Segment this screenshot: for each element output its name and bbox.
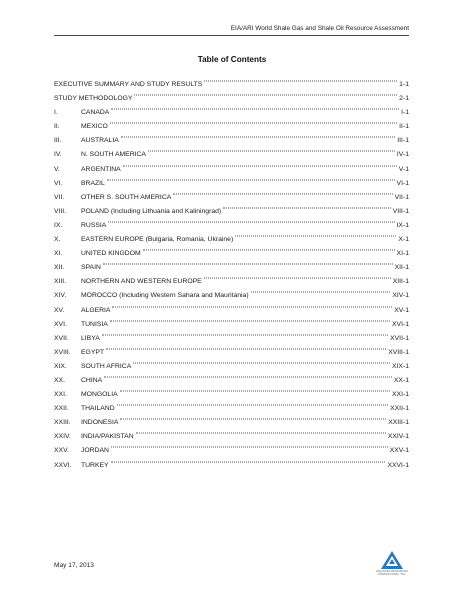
toc-entry-number: XVIII. — [54, 348, 71, 356]
toc-entry-number: XXIV. — [54, 433, 71, 441]
dot-leader — [133, 348, 390, 363]
running-header: EIA/ARI World Shale Gas and Shale Oil Resource Assessment — [230, 25, 409, 32]
toc-entry-label: BRAZIL — [81, 179, 105, 187]
dot-leader — [103, 250, 393, 265]
toc-entry-label: CHINA — [81, 376, 103, 384]
toc-entry-label: OTHER S. SOUTH AMERICA — [81, 193, 172, 201]
dot-leader — [173, 179, 392, 194]
toc-entry-label: TURKEY — [81, 461, 109, 469]
toc-entry-label: ALGERIA — [81, 306, 111, 314]
toc-entry-page: VIII-1 — [392, 207, 409, 215]
toc-entry-label: TUNISIA — [81, 320, 108, 328]
toc-entry-number: I. — [54, 109, 58, 117]
dot-leader — [136, 419, 386, 434]
toc-entry-label: AUSTRALIA — [81, 137, 119, 145]
toc-entry-page: XII-1 — [394, 264, 409, 272]
toc-entry-number: XXVI. — [54, 461, 72, 469]
toc-entry-page: VI-1 — [396, 179, 409, 187]
dot-leader — [143, 236, 395, 251]
toc-entry-page: V-1 — [398, 165, 409, 173]
toc-entry-number: XIX. — [54, 362, 67, 370]
toc-entry-number: VI. — [54, 179, 63, 187]
toc-entry-label: STUDY METHODOLOGY — [54, 95, 133, 103]
toc-entry-page: XI-1 — [396, 250, 409, 258]
toc-entry-page: III-1 — [397, 137, 409, 145]
toc-entry-number: X. — [54, 236, 61, 244]
toc-entry-label: INDONESIA — [81, 419, 119, 427]
toc-entry-label: SPAIN — [81, 264, 101, 272]
toc-entry-number: XI. — [54, 250, 63, 258]
toc-entry-page: XXV-1 — [389, 447, 409, 455]
table-of-contents — [54, 71, 409, 469]
toc-entry-page: XXIII-1 — [388, 419, 409, 427]
toc-entry-number: XXIII. — [54, 419, 71, 427]
dot-leader — [104, 362, 392, 377]
toc-entry-number: XXV. — [54, 447, 69, 455]
toc-entry-number: VII. — [54, 193, 65, 201]
toc-entry-page: IV-1 — [396, 151, 409, 159]
dot-leader — [204, 67, 397, 82]
dot-leader — [148, 137, 395, 152]
toc-entry-number: IV. — [54, 151, 62, 159]
toc-entry-page: XX-1 — [393, 376, 409, 384]
toc-entry-number: IX. — [54, 221, 63, 229]
toc-entry-label: EASTERN EUROPE (Bulgaria, Romania, Ukraine) — [81, 236, 234, 244]
toc-entry-number: XII. — [54, 264, 65, 272]
toc-entry-label: CANADA — [81, 109, 110, 117]
toc-entry-number: VIII. — [54, 207, 67, 215]
toc-entry-label: EXECUTIVE SUMMARY AND STUDY RESULTS — [54, 81, 203, 88]
toc-entry-number: XV. — [54, 306, 65, 314]
dot-leader — [111, 95, 399, 110]
toc-entry-page: 2-1 — [399, 95, 409, 103]
dot-leader — [111, 447, 386, 462]
dot-leader — [204, 264, 391, 279]
dot-leader — [235, 222, 396, 237]
toc-entry-label: THAILAND — [81, 405, 115, 413]
dot-leader — [251, 278, 391, 293]
dot-leader — [110, 306, 390, 321]
advanced-resources-logo-icon — [368, 550, 416, 570]
toc-entry-page: VII-1 — [394, 193, 409, 201]
toc-entry-page: I-1 — [401, 109, 409, 117]
toc-entry-page: XXI-1 — [392, 391, 409, 399]
dot-leader — [120, 377, 390, 392]
toc-entry-label: INDIA/PAKISTAN — [81, 433, 134, 441]
toc-entry-page: XXIV-1 — [387, 433, 409, 441]
toc-entry-label: UNITED KINGDOM — [81, 250, 141, 258]
header-divider — [54, 35, 409, 36]
toc-entry-number: XXII. — [54, 405, 69, 413]
toc-entry-page: II-1 — [399, 123, 409, 131]
toc-entry-page: XV-1 — [394, 306, 409, 314]
dot-leader — [223, 193, 391, 208]
toc-entry-number: XVII. — [54, 334, 69, 342]
toc-entry-number: V. — [54, 165, 60, 173]
dot-leader — [120, 405, 386, 420]
toc-entry-page: 1-1 — [399, 81, 409, 88]
dot-leader — [110, 109, 397, 124]
dot-leader — [107, 165, 395, 180]
toc-entry-label: NORTHERN AND WESTERN EUROPE — [81, 278, 202, 286]
logo-wordmark: ADVANCED RESOURCES INTERNATIONAL, INC. — [375, 570, 409, 576]
toc-entry-label: MOROCCO (Including Western Sahara and Mauritania) — [81, 292, 249, 300]
company-logo — [368, 550, 416, 576]
page-title: Table of Contents — [197, 55, 267, 64]
toc-entry-page: X-1 — [398, 236, 409, 244]
toc-entry-page: XXVI-1 — [387, 461, 409, 469]
toc-entry-page: XXII-1 — [390, 405, 409, 413]
dot-leader — [108, 207, 394, 222]
toc-entry-number: II. — [54, 123, 60, 131]
toc-entry-label: SOUTH AFRICA — [81, 362, 132, 370]
toc-entry-label: RUSSIA — [81, 221, 107, 229]
toc-entry-number: XXI. — [54, 391, 67, 399]
toc-entry-page: IX-1 — [396, 221, 409, 229]
toc-entry-label: JORDAN — [81, 447, 109, 455]
toc-entry-label: MONGOLIA — [81, 391, 118, 399]
toc-entry-number: XIII. — [54, 278, 67, 286]
footer-date: May 17, 2013 — [54, 562, 94, 569]
toc-entry-page: XIII-1 — [392, 278, 409, 286]
toc-entry-page: XVI-1 — [392, 320, 409, 328]
dot-leader — [134, 81, 397, 96]
toc-entry-label: EGYPT — [81, 348, 105, 356]
toc-entry-label: LIBYA — [81, 334, 100, 342]
dot-leader — [102, 320, 388, 335]
toc-entry-page: XIX-1 — [392, 362, 409, 370]
toc-entry-page: XVIII-1 — [388, 348, 409, 356]
dot-leader — [123, 151, 397, 166]
toc-entry-number: III. — [54, 137, 62, 145]
toc-entry-number: XX. — [54, 376, 65, 384]
dot-leader — [121, 123, 396, 138]
toc-entry-label: ARGENTINA — [81, 165, 121, 173]
toc-entry-label: POLAND (Including Lithuania and Kaliningrad) — [81, 207, 222, 215]
toc-entry-label: N. SOUTH AMERICA — [81, 151, 146, 159]
dot-leader — [117, 391, 388, 406]
dot-leader — [106, 334, 386, 349]
toc-entry-label: MEXICO — [81, 123, 108, 131]
toc-entry-number: XIV. — [54, 292, 67, 300]
toc-entry[interactable] — [54, 452, 409, 469]
toc-entry-number: XVI. — [54, 320, 67, 328]
dot-leader — [111, 433, 388, 448]
dot-leader — [112, 292, 392, 307]
toc-entry-page: XIV-1 — [392, 292, 409, 300]
toc-entry-page: XVII-1 — [390, 334, 409, 342]
